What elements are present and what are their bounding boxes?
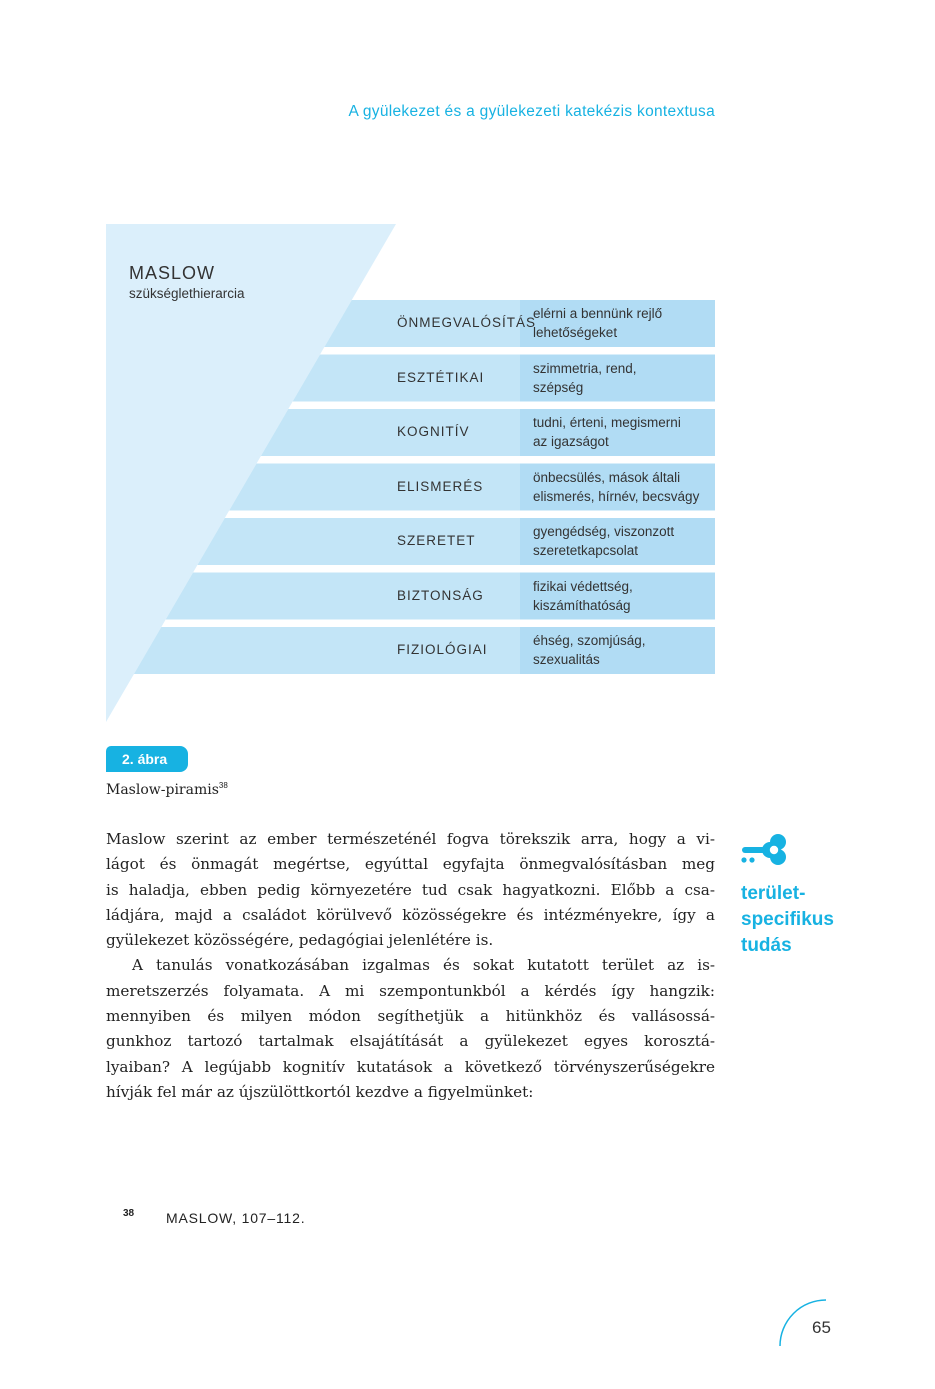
pyramid-level-name: BIZTONSÁG: [397, 587, 484, 603]
figure-caption: [106, 781, 228, 798]
pyramid-level-name: KOGNITÍV: [397, 424, 470, 439]
pyramid-level-description: [533, 468, 715, 506]
body-text-line: ládjára, majd a családot körülvevő közösségekre és intézményekre, így a: [106, 905, 715, 924]
footnote-ref: 38: [218, 781, 228, 790]
pyramid-level-description-line: elismerés, hírnév, becsvágy: [533, 488, 700, 504]
pyramid-level-description: [533, 304, 715, 342]
pyramid-level-description-line: szépség: [533, 379, 584, 395]
pyramid-level-description-line: szeretetkapcsolat: [533, 543, 639, 558]
body-text-line: mennyiben és milyen módon segíthetjük a hitünkhöz és vallásossá-: [106, 1007, 715, 1026]
pyramid-level-description-line: gyengédség, viszonzott: [533, 524, 675, 539]
margin-note-line: specifikus: [741, 909, 834, 930]
pyramid-level-description-line: fizikai védettség,: [533, 578, 633, 594]
figure-caption-text: Maslow-piramis: [106, 782, 219, 798]
pyramid-level-name: FIZIOLÓGIAI: [397, 642, 488, 657]
pyramid-level-name: ESZTÉTIKAI: [397, 369, 485, 385]
running-head: A gyülekezet és a gyülekezeti katekézis kontextusa: [348, 103, 715, 120]
footnote-text: MASLOW, 107–112.: [166, 1210, 306, 1226]
figure-title: MASLOW: [129, 263, 216, 283]
pyramid-level-name: ÖNMEGVALÓSÍTÁS: [397, 315, 537, 330]
pyramid-level-name: ELISMERÉS: [397, 478, 484, 494]
key-icon: [740, 833, 792, 877]
body-text-line: Maslow szerint az ember természeténél fogva törekszik arra, hogy a vi-: [106, 830, 715, 848]
body-text-line: gunkhoz tartozó tartalmak elsajátítását a gyülekezet egyes korosztá-: [106, 1032, 715, 1051]
figure-number-badge: 2. ábra: [106, 746, 188, 772]
margin-note-line: terület-: [741, 883, 806, 904]
pyramid-level-description-line: szimmetria, rend,: [533, 360, 637, 376]
body-text-line: is haladja, ebben pedig környezetére tud csak hagyatkozni. Előbb a csa-: [106, 880, 715, 899]
margin-note-line: tudás: [741, 935, 792, 956]
pyramid-level-description-line: az igazságot: [533, 434, 609, 449]
pyramid-level-description-line: lehetőségeket: [533, 325, 618, 340]
body-text-line: A tanulás vonatkozásában izgalmas és sokat kutatott terület az is-: [132, 956, 715, 975]
figure-subtitle: szükséglethierarcia: [129, 286, 245, 301]
pyramid-level-description-line: önbecsülés, mások általi: [533, 469, 681, 485]
pyramid-level-description-line: szexualitás: [533, 652, 600, 667]
margin-note-label: [741, 881, 834, 959]
pyramid-level-description: [533, 631, 715, 669]
body-text-line: lágot és önmagát megértse, egyúttal egyfajta önmegvalósításban meg: [106, 855, 715, 874]
pyramid-level-description: [533, 413, 715, 451]
pyramid-level-description-line: tudni, érteni, megismerni: [533, 415, 681, 430]
pyramid-level-description: [533, 522, 715, 560]
pyramid-level-description: [533, 359, 715, 397]
body-text-line: hívják fel már az újszülöttkortól kezdve a figyelmünket:: [106, 1082, 534, 1101]
footnote-number: 38: [123, 1208, 135, 1219]
pyramid-level-description-line: kiszámíthatóság: [533, 597, 631, 613]
body-text-line: lyaiban? A legújabb kognitív kutatások a következő törvényszerűségekre: [106, 1057, 715, 1076]
pyramid-level-description-line: éhség, szomjúság,: [533, 633, 646, 648]
pyramid-level-name: SZERETET: [397, 533, 476, 548]
body-text-line: meretszerzés folyamata. A mi szempontunkból a kérdés így hangzik:: [106, 981, 715, 1000]
pyramid-level-description-line: elérni a bennünk rejlő: [533, 306, 663, 321]
body-text-line: gyülekezet közösségére, pedagógiai jelenlétére is.: [106, 931, 494, 950]
pyramid-level-description: [533, 577, 715, 615]
body-paragraphs: [106, 827, 715, 1105]
page-number: 65: [812, 1318, 831, 1337]
